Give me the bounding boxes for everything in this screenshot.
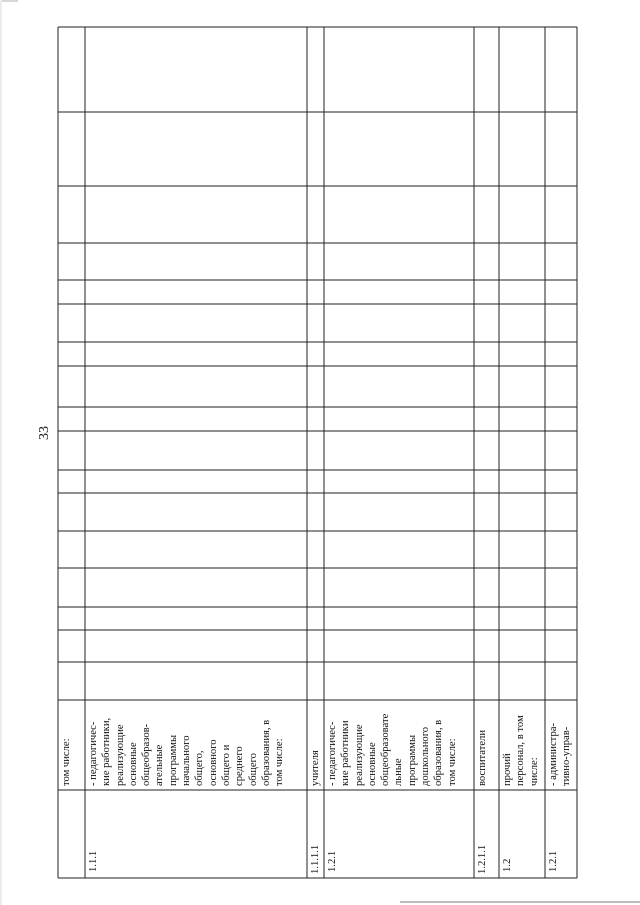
row-6-text [547, 702, 574, 786]
row-1-line-4: общеобразов- [141, 723, 153, 786]
row-3-line-6: программы [406, 734, 418, 786]
row-1-line-10: общего и [220, 744, 232, 786]
row-5-text [501, 702, 541, 786]
row-1-line-11: среднего [234, 746, 246, 786]
row-3-line-1: кие работники [340, 720, 352, 786]
row-3-line-9: том числе: [446, 738, 458, 786]
row-1-line-2: реализующие [114, 724, 126, 786]
row-0-text [60, 702, 73, 786]
row-3-line-0: - педагогичес- [327, 721, 338, 786]
row-5-id: 1.2 [502, 858, 513, 872]
row-2-id: 1.1.1.1 [310, 844, 321, 874]
row-1-line-14: том числе: [274, 738, 286, 786]
row-4-id: 1.2.1.1 [477, 844, 488, 874]
row-2-text [309, 702, 322, 786]
row-0-line-0: том числе: [61, 738, 72, 786]
row-1-line-9: основного [207, 739, 219, 786]
row-5-line-2: числе: [528, 757, 540, 786]
row-1-line-13: образования, в [260, 719, 272, 786]
row-5-line-0: прочий [502, 753, 513, 786]
row-3-line-8: образования, в [433, 719, 445, 786]
row-3-line-3: основные [366, 742, 378, 786]
row-4-text [476, 702, 489, 786]
row-1-line-3: основные [127, 742, 139, 786]
row-4-line-0: воспитатели [477, 729, 488, 786]
row-3-line-2: реализующие [353, 724, 365, 786]
row-1-id: 1.1.1 [88, 850, 99, 872]
row-1-text [87, 702, 286, 786]
row-6-id: 1.2.1 [548, 850, 559, 872]
row-1-line-1: кие работники, [101, 717, 113, 786]
row-6-line-1: тивно-управ- [561, 726, 573, 786]
row-3-line-4: общеобразовате [380, 713, 392, 786]
row-2-line-0: учителя [310, 750, 321, 786]
row-1-line-5: ательные [154, 744, 166, 786]
row-1-line-0: - педагогичес- [88, 721, 99, 786]
page-number: 33 [37, 426, 52, 440]
row-3-id: 1.2.1 [327, 850, 338, 872]
row-3-line-7: дошкольного [420, 726, 432, 786]
row-1-line-6: программы [167, 734, 179, 786]
row-6-line-0: - администра- [548, 723, 559, 786]
row-5-line-1: персонал, в том [515, 715, 527, 786]
row-3-line-5: льные [393, 758, 405, 786]
row-1-line-8: общего, [194, 750, 206, 786]
row-1-line-7: начального [181, 735, 193, 786]
row-1-line-12: общего [247, 753, 259, 786]
row-3-text [326, 702, 459, 786]
